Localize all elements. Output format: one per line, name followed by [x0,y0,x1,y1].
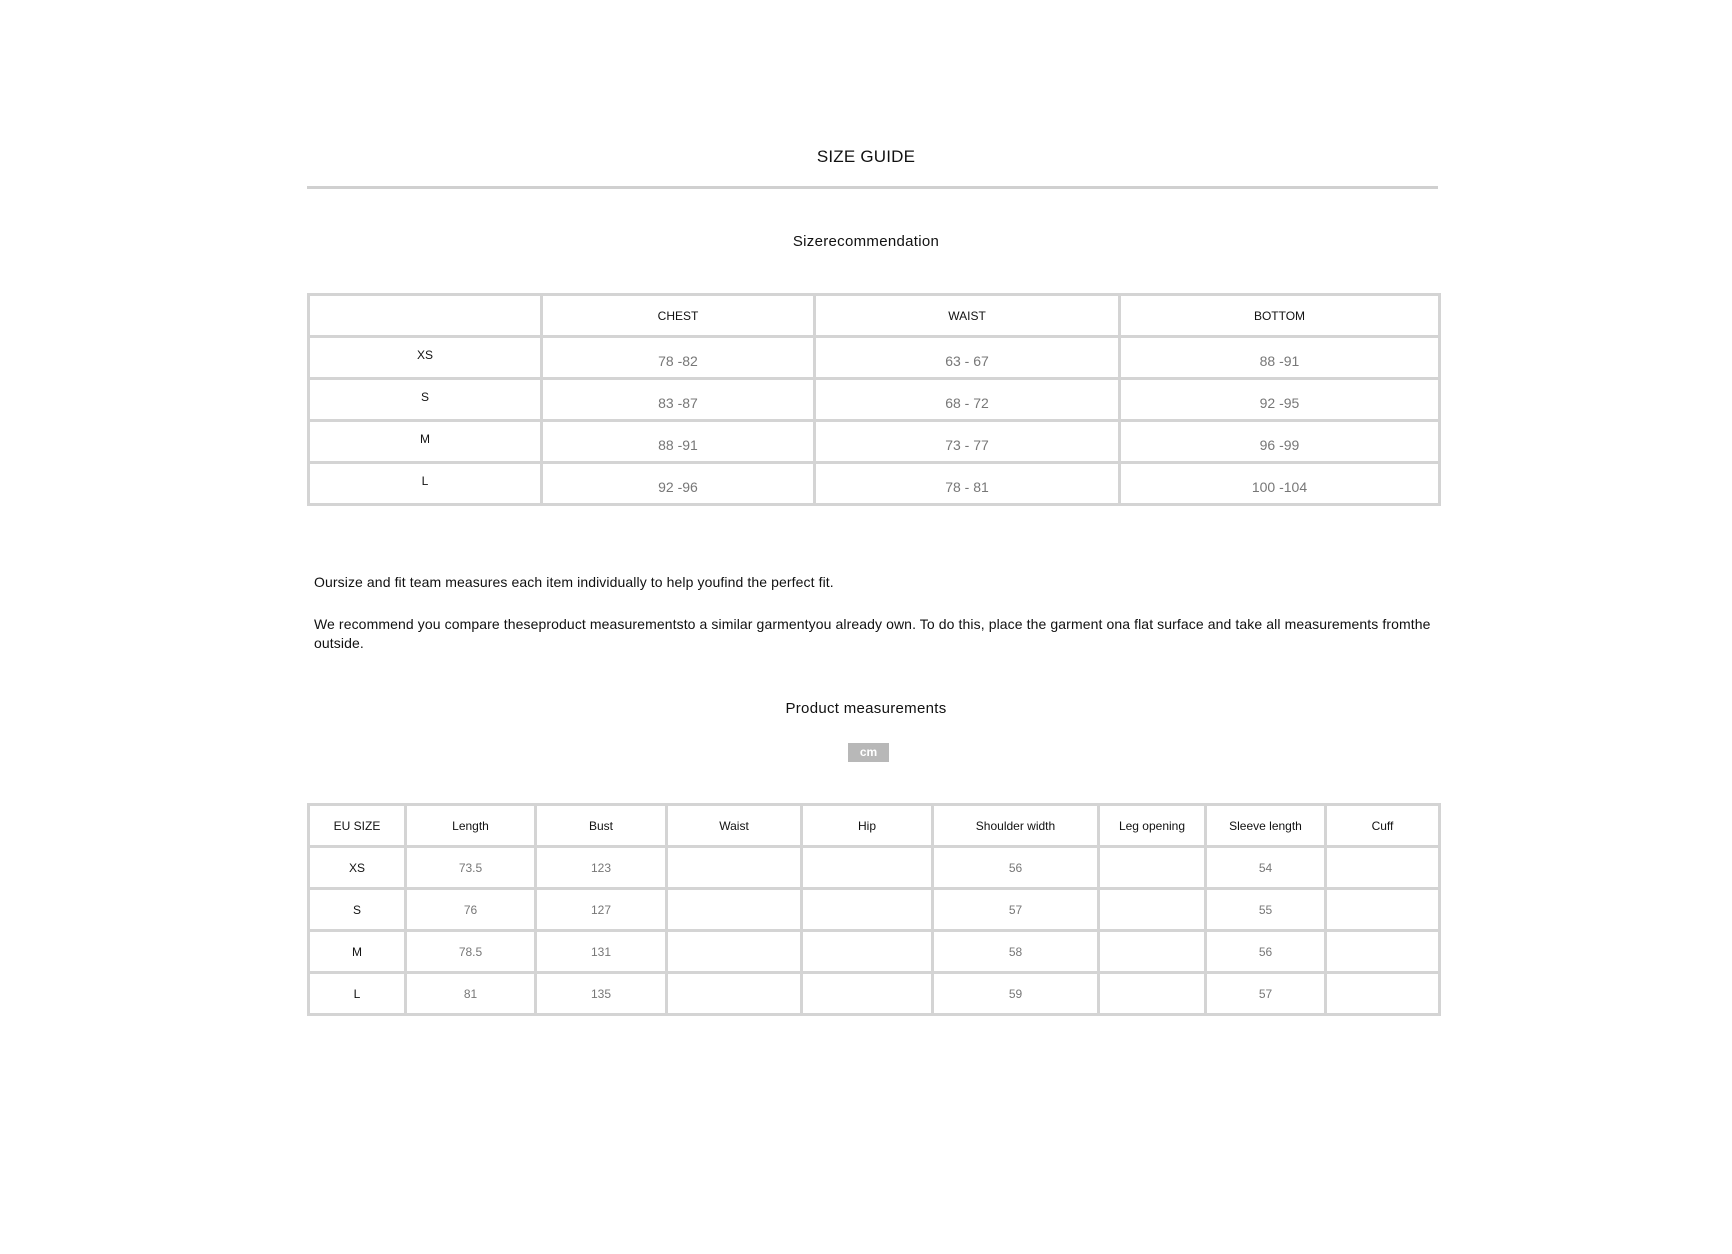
waist-cell [667,889,802,931]
chest-cell: 83 -87 [542,379,815,421]
size-recommendation-heading: Sizerecommendation [792,233,940,250]
sleeve-length-cell: 56 [1206,931,1326,973]
cuff-cell [1326,931,1440,973]
bust-cell: 127 [536,889,667,931]
hip-cell [802,931,933,973]
length-cell: 78.5 [406,931,536,973]
size-cell: M [309,421,542,463]
leg-opening-cell [1099,973,1206,1015]
shoulder-width-cell: 57 [933,889,1099,931]
size-cell: M [309,931,406,973]
size-cell: L [309,463,542,505]
product-measurements-table [307,803,1441,1016]
waist-cell: 68 - 72 [815,379,1120,421]
length-cell: 73.5 [406,847,536,889]
shoulder-width-cell: 58 [933,931,1099,973]
table-row [309,463,1440,505]
table-row [309,931,1440,973]
header-cell-length: Length [406,805,536,847]
table-row [309,847,1440,889]
shoulder-width-cell: 59 [933,973,1099,1015]
size-cell: L [309,973,406,1015]
table-row [309,889,1440,931]
header-cell-waist: Waist [667,805,802,847]
table-header-row [309,805,1440,847]
chest-cell: 92 -96 [542,463,815,505]
compare-measurements-paragraph: We recommend you compare theseproduct measurementsto a similar garmentyou already own. To do this, place the garment ona flat surface and take all measurements fromthe outside. [314,616,1431,651]
bottom-cell: 96 -99 [1120,421,1440,463]
header-cell-bust: Bust [536,805,667,847]
title-divider [307,186,1438,189]
cuff-cell [1326,889,1440,931]
waist-cell [667,847,802,889]
length-cell: 81 [406,973,536,1015]
hip-cell [802,889,933,931]
chest-cell: 78 -82 [542,337,815,379]
size-cell: S [309,889,406,931]
header-cell-bottom: BOTTOM [1120,295,1440,337]
product-measurements-heading: Product measurements [785,700,947,717]
header-cell-hip: Hip [802,805,933,847]
size-recommendation-table [307,293,1441,506]
table-row [309,337,1440,379]
shoulder-width-cell: 56 [933,847,1099,889]
bottom-cell: 88 -91 [1120,337,1440,379]
size-cell: XS [309,847,406,889]
page-title: SIZE GUIDE [816,147,916,166]
size-cell: XS [309,337,542,379]
chest-cell: 88 -91 [542,421,815,463]
waist-cell [667,931,802,973]
size-cell: S [309,379,542,421]
sleeve-length-cell: 54 [1206,847,1326,889]
waist-cell: 78 - 81 [815,463,1120,505]
bust-cell: 131 [536,931,667,973]
header-cell-leg-opening: Leg opening [1099,805,1206,847]
waist-cell: 73 - 77 [815,421,1120,463]
unit-badge-cm[interactable]: cm [848,743,889,762]
leg-opening-cell [1099,889,1206,931]
table-row [309,421,1440,463]
fit-team-paragraph: Oursize and fit team measures each item individually to help youfind the perfect fit. [314,574,834,590]
cuff-cell [1326,847,1440,889]
header-cell-sleeve-length: Sleeve length [1206,805,1326,847]
sleeve-length-cell: 57 [1206,973,1326,1015]
header-cell-empty [309,295,542,337]
header-cell-shoulder-width: Shoulder width [933,805,1099,847]
leg-opening-cell [1099,931,1206,973]
header-cell-eu-size: EU SIZE [309,805,406,847]
bust-cell: 135 [536,973,667,1015]
cuff-cell [1326,973,1440,1015]
leg-opening-cell [1099,847,1206,889]
waist-cell: 63 - 67 [815,337,1120,379]
table-row [309,973,1440,1015]
bottom-cell: 100 -104 [1120,463,1440,505]
table-header-row [309,295,1440,337]
header-cell-cuff: Cuff [1326,805,1440,847]
length-cell: 76 [406,889,536,931]
table-row [309,379,1440,421]
bottom-cell: 92 -95 [1120,379,1440,421]
header-cell-waist: WAIST [815,295,1120,337]
hip-cell [802,847,933,889]
header-cell-chest: CHEST [542,295,815,337]
sleeve-length-cell: 55 [1206,889,1326,931]
waist-cell [667,973,802,1015]
bust-cell: 123 [536,847,667,889]
hip-cell [802,973,933,1015]
